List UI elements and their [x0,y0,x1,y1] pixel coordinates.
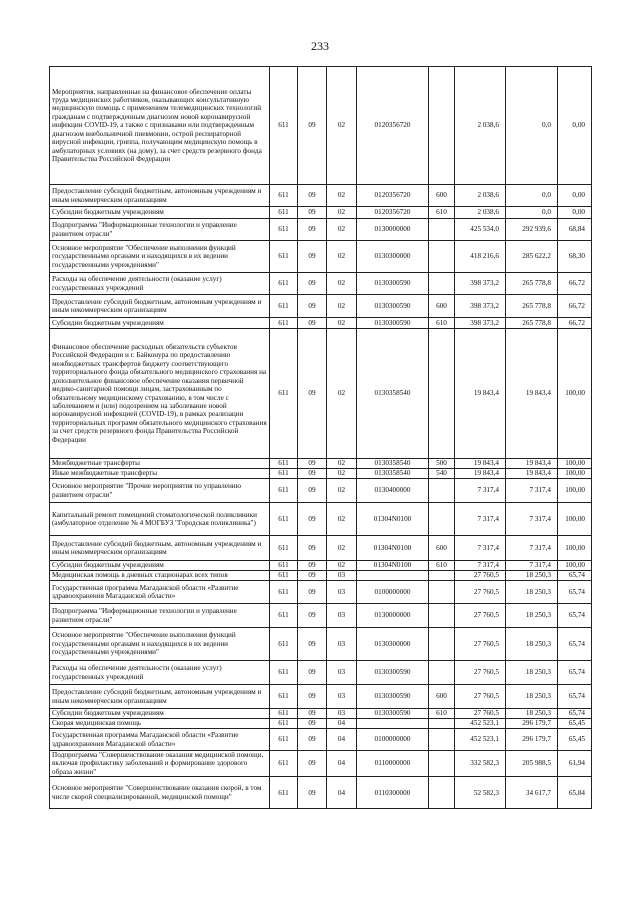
executed-amount-cell: 265 778,8 [506,295,558,318]
execution-percent-cell: 100,00 [558,536,592,561]
subsection-code-cell: 02 [327,67,357,185]
subsection-code-cell: 04 [327,729,357,751]
execution-percent-cell: 65,74 [558,604,592,628]
executed-amount-cell: 265 778,8 [506,273,558,295]
execution-percent-cell: 100,00 [558,459,592,469]
row-name-cell: Мероприятия, направленные на финансовое обеспечение оплаты труда медицинских работников, оказывающих консультативную медицинскую помощь с применением телемедицинских технологий гражданам с подтвержденным диагнозом новой коронавирусной инфекции COVID-19, а также с признаками или подтвержденным диагнозом внебольничной пневмонии, острой респираторной вирусной инфекции, гриппа, получающим медицинскую помощь в амбулаторных условиях (на дому), за счет средств резервного фонда Правительства Российской Федерации [50,67,270,185]
target-article-cell: 0130400000 [357,479,429,503]
table-row [50,241,592,273]
expense-type-cell [429,661,455,685]
plan-amount-cell: 19 843,4 [455,329,506,459]
execution-percent-cell: 100,00 [558,479,592,503]
table-row [50,661,592,685]
target-article-cell: 01304N0100 [357,503,429,536]
subsection-code-cell: 02 [327,503,357,536]
plan-amount-cell: 398 373,2 [455,295,506,318]
row-name-cell: Субсидии бюджетным учреждениям [50,709,270,719]
admin-code-cell: 611 [270,273,298,295]
executed-amount-cell: 7 317,4 [506,503,558,536]
section-code-cell: 09 [298,719,327,729]
admin-code-cell: 611 [270,751,298,777]
execution-percent-cell: 68,30 [558,241,592,273]
section-code-cell: 09 [298,241,327,273]
expense-type-cell [429,729,455,751]
target-article-cell: 0120356720 [357,207,429,219]
plan-amount-cell: 418 216,6 [455,241,506,273]
subsection-code-cell: 02 [327,185,357,207]
expense-type-cell [429,777,455,809]
executed-amount-cell: 0,0 [506,207,558,219]
table-row [50,729,592,751]
expense-type-cell: 610 [429,318,455,329]
expense-type-cell [429,329,455,459]
section-code-cell: 09 [298,185,327,207]
table-row [50,719,592,729]
executed-amount-cell: 18 250,3 [506,685,558,709]
execution-percent-cell: 65,74 [558,709,592,719]
target-article-cell: 0130300590 [357,709,429,719]
target-article-cell: 0130300590 [357,661,429,685]
execution-percent-cell: 66,72 [558,295,592,318]
section-code-cell: 09 [298,503,327,536]
plan-amount-cell: 19 843,4 [455,459,506,469]
subsection-code-cell: 04 [327,777,357,809]
admin-code-cell: 611 [270,67,298,185]
target-article-cell: 01304N0100 [357,536,429,561]
table-row [50,685,592,709]
target-article-cell: 0130300590 [357,685,429,709]
expense-type-cell: 610 [429,709,455,719]
expense-type-cell [429,219,455,241]
section-code-cell: 09 [298,628,327,661]
table-row [50,469,592,479]
admin-code-cell: 611 [270,628,298,661]
expense-type-cell [429,628,455,661]
subsection-code-cell: 02 [327,241,357,273]
plan-amount-cell: 52 582,3 [455,777,506,809]
plan-amount-cell: 27 760,5 [455,709,506,719]
subsection-code-cell: 02 [327,273,357,295]
expense-type-cell [429,241,455,273]
table-row [50,709,592,719]
row-name-cell: Предоставление субсидий бюджетным, автономным учреждениям и иным некоммерческим организациям [50,536,270,561]
page-number: 233 [311,39,329,53]
admin-code-cell: 611 [270,777,298,809]
row-name-cell: Государственная программа Магаданской области «Развитие здравоохранения Магаданской области» [50,581,270,604]
table-row [50,318,592,329]
plan-amount-cell: 2 038,6 [455,67,506,185]
plan-amount-cell: 7 317,4 [455,536,506,561]
row-name-cell: Предоставление субсидий бюджетным, автономным учреждениям и иным некоммерческим организациям [50,295,270,318]
admin-code-cell: 611 [270,295,298,318]
subsection-code-cell: 02 [327,459,357,469]
table-body [50,67,592,809]
executed-amount-cell: 7 317,4 [506,561,558,571]
expense-type-cell: 610 [429,561,455,571]
admin-code-cell: 611 [270,241,298,273]
admin-code-cell: 611 [270,329,298,459]
plan-amount-cell: 19 843,4 [455,469,506,479]
executed-amount-cell: 7 317,4 [506,479,558,503]
admin-code-cell: 611 [270,469,298,479]
plan-amount-cell: 7 317,4 [455,561,506,571]
plan-amount-cell: 332 582,3 [455,751,506,777]
executed-amount-cell: 19 843,4 [506,469,558,479]
plan-amount-cell: 7 317,4 [455,479,506,503]
plan-amount-cell: 398 373,2 [455,273,506,295]
execution-percent-cell: 65,84 [558,777,592,809]
subsection-code-cell: 02 [327,329,357,459]
section-code-cell: 09 [298,536,327,561]
row-name-cell: Основное мероприятие "Обеспечение выполнения функций государственными органами и находящихся в их ведении государственными учреждениями" [50,628,270,661]
execution-percent-cell: 68,84 [558,219,592,241]
section-code-cell: 09 [298,661,327,685]
expense-type-cell: 600 [429,536,455,561]
table-row [50,459,592,469]
plan-amount-cell: 27 760,5 [455,571,506,581]
execution-percent-cell: 100,00 [558,329,592,459]
target-article-cell: 0110300000 [357,777,429,809]
subsection-code-cell: 02 [327,207,357,219]
plan-amount-cell: 27 760,5 [455,628,506,661]
table-row [50,503,592,536]
row-name-cell: Основное мероприятие "Прочие мероприятия по управлению развитием отрасли" [50,479,270,503]
executed-amount-cell: 18 250,3 [506,661,558,685]
plan-amount-cell: 2 038,6 [455,185,506,207]
admin-code-cell: 611 [270,661,298,685]
target-article-cell: 0130300590 [357,318,429,329]
row-name-cell: Скорая медицинская помощь [50,719,270,729]
executed-amount-cell: 18 250,3 [506,571,558,581]
subsection-code-cell: 02 [327,219,357,241]
row-name-cell: Субсидии бюджетным учреждениям [50,561,270,571]
execution-percent-cell: 66,72 [558,273,592,295]
table-row [50,479,592,503]
executed-amount-cell: 19 843,4 [506,329,558,459]
execution-percent-cell: 65,45 [558,719,592,729]
row-name-cell: Межбюджетные трансферты [50,459,270,469]
execution-percent-cell: 65,74 [558,661,592,685]
target-article-cell: 0100000000 [357,581,429,604]
target-article-cell: 0100000000 [357,729,429,751]
table-row [50,67,592,185]
admin-code-cell: 611 [270,318,298,329]
budget-table [49,66,592,809]
subsection-code-cell: 03 [327,571,357,581]
execution-percent-cell: 65,74 [558,581,592,604]
expense-type-cell [429,719,455,729]
executed-amount-cell: 285 622,2 [506,241,558,273]
executed-amount-cell: 18 250,3 [506,604,558,628]
expense-type-cell [429,751,455,777]
expense-type-cell: 600 [429,295,455,318]
table-row [50,219,592,241]
admin-code-cell: 611 [270,581,298,604]
section-code-cell: 09 [298,709,327,719]
section-code-cell: 09 [298,219,327,241]
execution-percent-cell: 100,00 [558,503,592,536]
section-code-cell: 09 [298,751,327,777]
execution-percent-cell: 65,45 [558,729,592,751]
admin-code-cell: 611 [270,604,298,628]
executed-amount-cell: 296 179,7 [506,729,558,751]
row-name-cell: Подпрограмма "Информационные технологии и управление развитием отрасли" [50,604,270,628]
table-row [50,581,592,604]
section-code-cell: 09 [298,459,327,469]
execution-percent-cell: 0,00 [558,207,592,219]
plan-amount-cell: 7 317,4 [455,503,506,536]
plan-amount-cell: 425 534,0 [455,219,506,241]
target-article-cell: 0130300000 [357,628,429,661]
admin-code-cell: 611 [270,561,298,571]
executed-amount-cell: 205 988,5 [506,751,558,777]
table-row [50,295,592,318]
plan-amount-cell: 452 523,1 [455,729,506,751]
subsection-code-cell: 02 [327,536,357,561]
execution-percent-cell: 100,00 [558,561,592,571]
table-row [50,185,592,207]
row-name-cell: Капитальный ремонт помещений стоматологической поликлиники (амбулаторное отделение № 4 МОГБУЗ "Городская поликлиника") [50,503,270,536]
subsection-code-cell: 03 [327,709,357,719]
target-article-cell: 0130358540 [357,329,429,459]
admin-code-cell: 611 [270,729,298,751]
execution-percent-cell: 65,74 [558,628,592,661]
subsection-code-cell: 03 [327,604,357,628]
subsection-code-cell: 02 [327,295,357,318]
admin-code-cell: 611 [270,479,298,503]
row-name-cell: Основное мероприятие "Обеспечение выполнения функций государственными органами и находящихся в их ведении государственными учреждениями" [50,241,270,273]
section-code-cell: 09 [298,571,327,581]
row-name-cell: Предоставление субсидий бюджетным, автономным учреждениям и иным некоммерческим организациям [50,685,270,709]
row-name-cell: Предоставление субсидий бюджетным, автономным учреждениям и иным некоммерческим организациям [50,185,270,207]
target-article-cell: 0110000000 [357,751,429,777]
expense-type-cell [429,604,455,628]
target-article-cell: 0120356720 [357,67,429,185]
section-code-cell: 09 [298,604,327,628]
executed-amount-cell: 0,0 [506,185,558,207]
executed-amount-cell: 18 250,3 [506,709,558,719]
table-row [50,329,592,459]
admin-code-cell: 611 [270,459,298,469]
execution-percent-cell: 61,94 [558,751,592,777]
executed-amount-cell: 19 843,4 [506,459,558,469]
expense-type-cell [429,67,455,185]
section-code-cell: 09 [298,329,327,459]
section-code-cell: 09 [298,777,327,809]
table-row [50,571,592,581]
subsection-code-cell: 03 [327,661,357,685]
admin-code-cell: 611 [270,709,298,719]
execution-percent-cell: 0,00 [558,67,592,185]
expense-type-cell [429,581,455,604]
plan-amount-cell: 27 760,5 [455,581,506,604]
table-row [50,751,592,777]
row-name-cell: Подпрограмма "Информационные технологии и управление развитием отрасли" [50,219,270,241]
section-code-cell: 09 [298,581,327,604]
subsection-code-cell: 03 [327,685,357,709]
subsection-code-cell: 02 [327,469,357,479]
executed-amount-cell: 296 179,7 [506,719,558,729]
expense-type-cell: 540 [429,469,455,479]
table-row [50,777,592,809]
expense-type-cell: 600 [429,685,455,709]
row-name-cell: Расходы на обеспечение деятельности (оказание услуг) государственных учреждений [50,273,270,295]
target-article-cell [357,571,429,581]
target-article-cell [357,719,429,729]
expense-type-cell: 610 [429,207,455,219]
row-name-cell: Государственная программа Магаданской области «Развитие здравоохранения Магаданской области» [50,729,270,751]
subsection-code-cell: 02 [327,561,357,571]
execution-percent-cell: 65,74 [558,571,592,581]
plan-amount-cell: 27 760,5 [455,661,506,685]
plan-amount-cell: 27 760,5 [455,685,506,709]
target-article-cell: 0130300000 [357,241,429,273]
admin-code-cell: 611 [270,219,298,241]
section-code-cell: 09 [298,67,327,185]
target-article-cell: 0130000000 [357,219,429,241]
target-article-cell: 0130358540 [357,469,429,479]
expense-type-cell [429,571,455,581]
admin-code-cell: 611 [270,185,298,207]
admin-code-cell: 611 [270,536,298,561]
expense-type-cell: 600 [429,185,455,207]
subsection-code-cell: 03 [327,628,357,661]
expense-type-cell: 500 [429,459,455,469]
executed-amount-cell: 18 250,3 [506,628,558,661]
subsection-code-cell: 03 [327,581,357,604]
plan-amount-cell: 27 760,5 [455,604,506,628]
plan-amount-cell: 2 038,6 [455,207,506,219]
execution-percent-cell: 100,00 [558,469,592,479]
row-name-cell: Медицинская помощь в дневных стационарах всех типов [50,571,270,581]
table-row [50,604,592,628]
execution-percent-cell: 66,72 [558,318,592,329]
table-row [50,273,592,295]
subsection-code-cell: 04 [327,751,357,777]
execution-percent-cell: 0,00 [558,185,592,207]
target-article-cell: 0130000000 [357,604,429,628]
section-code-cell: 09 [298,729,327,751]
section-code-cell: 09 [298,685,327,709]
executed-amount-cell: 34 617,7 [506,777,558,809]
admin-code-cell: 611 [270,685,298,709]
executed-amount-cell: 0,0 [506,67,558,185]
target-article-cell: 0130358540 [357,459,429,469]
row-name-cell: Подпрограмма "Совершенствование оказания медицинской помощи, включая профилактику заболеваний и формирование здорового образа жизни" [50,751,270,777]
section-code-cell: 09 [298,561,327,571]
row-name-cell: Субсидии бюджетным учреждениям [50,318,270,329]
table-row [50,561,592,571]
expense-type-cell [429,273,455,295]
section-code-cell: 09 [298,318,327,329]
execution-percent-cell: 65,74 [558,685,592,709]
admin-code-cell: 611 [270,571,298,581]
row-name-cell: Субсидии бюджетным учреждениям [50,207,270,219]
plan-amount-cell: 452 523,1 [455,719,506,729]
subsection-code-cell: 02 [327,318,357,329]
target-article-cell: 0130300590 [357,295,429,318]
plan-amount-cell: 398 373,2 [455,318,506,329]
row-name-cell: Иные межбюджетные трансферты [50,469,270,479]
executed-amount-cell: 18 250,3 [506,581,558,604]
executed-amount-cell: 7 317,4 [506,536,558,561]
table-row [50,628,592,661]
section-code-cell: 09 [298,479,327,503]
subsection-code-cell: 04 [327,719,357,729]
subsection-code-cell: 02 [327,479,357,503]
section-code-cell: 09 [298,295,327,318]
row-name-cell: Расходы на обеспечение деятельности (оказание услуг) государственных учреждений [50,661,270,685]
row-name-cell: Основное мероприятие "Совершенствование оказания скорой, в том числе скорой специализированной, медицинской помощи" [50,777,270,809]
executed-amount-cell: 292 939,6 [506,219,558,241]
section-code-cell: 09 [298,207,327,219]
executed-amount-cell: 265 778,8 [506,318,558,329]
admin-code-cell: 611 [270,207,298,219]
expense-type-cell [429,479,455,503]
row-name-cell: Финансовое обеспечение расходных обязательств субъектов Российской Федерации и г. Байконура по предоставлению межбюджетных трансфертов бюджету соответствующего территориального фонда обязательного медицинского страхования на дополнительное финансовое обеспечение оказания первичной медико-санитарной помощи лицам, застрахованным по обязательному медицинскому страхованию, в том числе с заболеванием и (или) подозрением на заболевание новой коронавирусной инфекцией (COVID-19), в рамках реализации территориальных программ обязательного медицинского страхования за счет средств резервного фонда Правительства Российской Федерации [50,329,270,459]
expense-type-cell [429,503,455,536]
section-code-cell: 09 [298,469,327,479]
table-row [50,536,592,561]
section-code-cell: 09 [298,273,327,295]
target-article-cell: 0130300590 [357,273,429,295]
table-row [50,207,592,219]
target-article-cell: 01304N0100 [357,561,429,571]
admin-code-cell: 611 [270,503,298,536]
target-article-cell: 0120356720 [357,185,429,207]
admin-code-cell: 611 [270,719,298,729]
